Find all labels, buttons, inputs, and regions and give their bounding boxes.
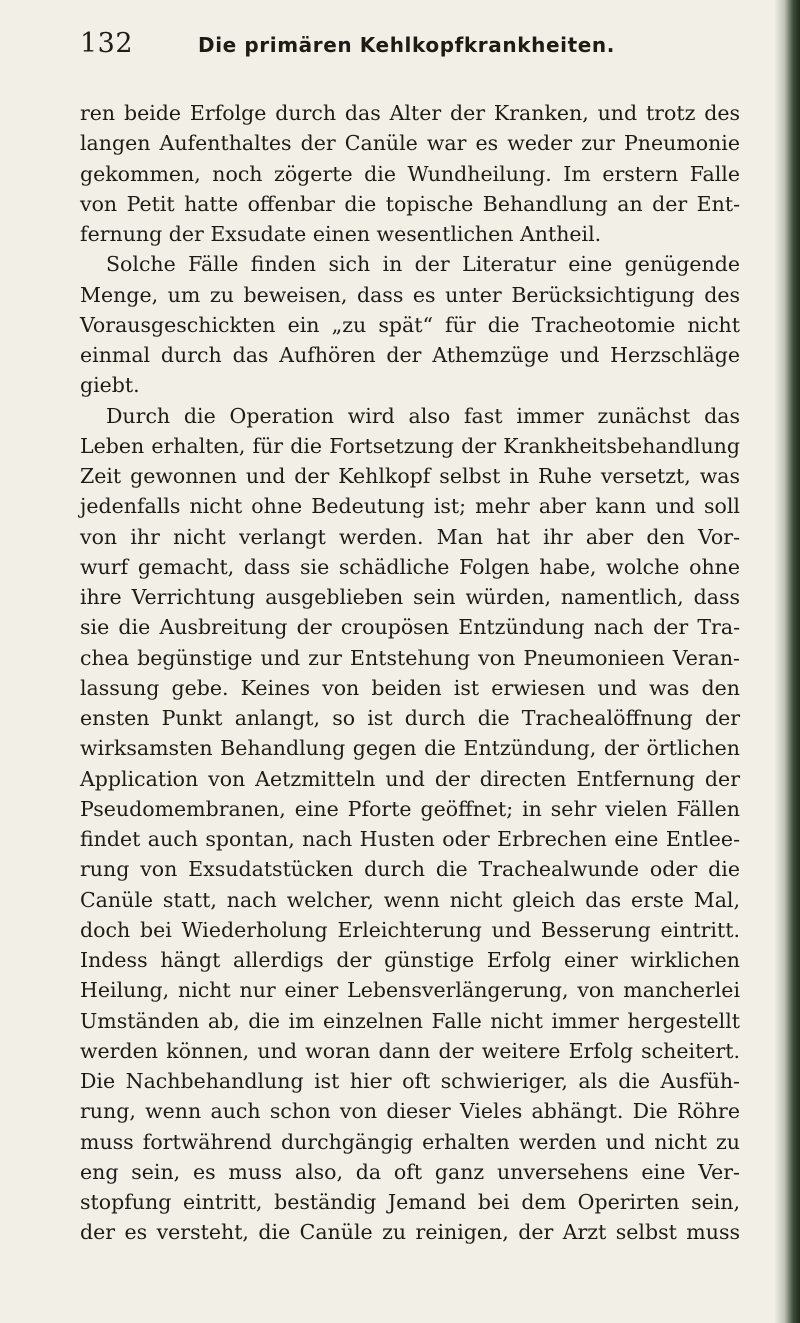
text-line: Leben erhalten, für die Fortsetzung der Krankheitsbehandlung [80,433,740,458]
text-line: rung von Exsudatstücken durch die Trachealwunde oder die [80,857,740,882]
text-line: lassung gebe. Keines von beiden ist erwiesen und was den [80,675,740,700]
text-line: der es versteht, die Canüle zu reinigen, der Arzt selbst muss [80,1220,740,1245]
text-line: werden können, und woran dann der weitere Erfolg scheitert. [80,1038,740,1063]
page-number: 132 [80,28,134,59]
text-line: Indess hängt allerdigs der günstige Erfolg einer wirklichen [80,948,740,972]
page-header [40,28,740,68]
text-line: einmal durch das Aufhören der Athemzüge und Herzschläge [80,343,740,367]
text-line: fernung der Exsudate einen wesentlichen Antheil. [80,222,602,246]
text-line: ihre Verrichtung ausgeblieben sein würden, namentlich, dass [80,585,740,609]
page-edge-shadow [774,0,800,1323]
text-line: langen Aufenthaltes der Canüle war es weder zur Pneumonie [80,131,740,156]
body-text [80,98,740,1248]
text-line: von ihr nicht verlangt werden. Man hat ihr aber den Vor- [80,524,740,549]
text-line: Durch die Operation wird also fast immer zunächst das [106,403,740,428]
text-line: Application von Aetzmitteln und der directen Entfernung der [80,766,740,791]
text-line: muss fortwährend durchgängig erhalten werden und nicht zu [80,1129,740,1154]
text-line: gekommen, noch zögerte die Wundheilung. Im erstern Falle [80,161,740,186]
text-line: Pseudomembranen, eine Pforte geöffnet; in sehr vielen Fällen [80,796,740,821]
text-line: Heilung, nicht nur einer Lebensverlängerung, von mancherlei [80,978,740,1003]
text-line: jedenfalls nicht ohne Bedeutung ist; mehr aber kann und soll [80,494,740,519]
text-line: Vorausgeschickten ein „zu spät“ für die Tracheotomie nicht [80,312,740,337]
text-line: stopfung eintritt, beständig Jemand bei dem Operirten sein, [80,1190,740,1214]
text-line: Canüle statt, nach welcher, wenn nicht gleich das erste Mal, [80,887,740,912]
text-line: von Petit hatte offenbar die topische Behandlung an der Ent- [80,191,740,216]
running-title: Die primären Kehlkopfkrankheiten. [198,33,615,57]
text-line: Zeit gewonnen und der Kehlkopf selbst in Ruhe versetzt, was [80,464,740,488]
text-line: ensten Punkt anlangt, so ist durch die Trachealöffnung der [80,706,740,730]
text-line: eng sein, es muss also, da oft ganz unversehens eine Ver- [80,1159,740,1184]
text-line: findet auch spontan, nach Husten oder Erbrechen eine Entlee- [80,827,740,851]
text-line: wurf gemacht, dass sie schädliche Folgen habe, wolche ohne [80,554,740,579]
text-line: chea begünstige und zur Entstehung von Pneumonieen Veran- [80,645,740,670]
text-line: rung, wenn auch schon von dieser Vieles abhängt. Die Röhre [80,1099,740,1124]
text-line: wirksamsten Behandlung gegen die Entzündung, der örtlichen [80,736,740,761]
text-line: giebt. [80,373,140,398]
text-line: Solche Fälle finden sich in der Literatur eine genügende [106,252,740,277]
text-line: sie die Ausbreitung der croupösen Entzündung nach der Tra- [80,615,740,640]
text-line: Die Nachbehandlung ist hier oft schwieriger, als die Ausfüh- [80,1069,740,1093]
text-line: ren beide Erfolge durch das Alter der Kranken, und trotz des [80,101,740,125]
text-line: Menge, um zu beweisen, dass es unter Berücksichtigung des [80,282,740,307]
text-line: Umständen ab, die im einzelnen Falle nicht immer hergestellt [80,1008,740,1033]
text-line: doch bei Wiederholung Erleichterung und Besserung eintritt. [80,917,740,942]
